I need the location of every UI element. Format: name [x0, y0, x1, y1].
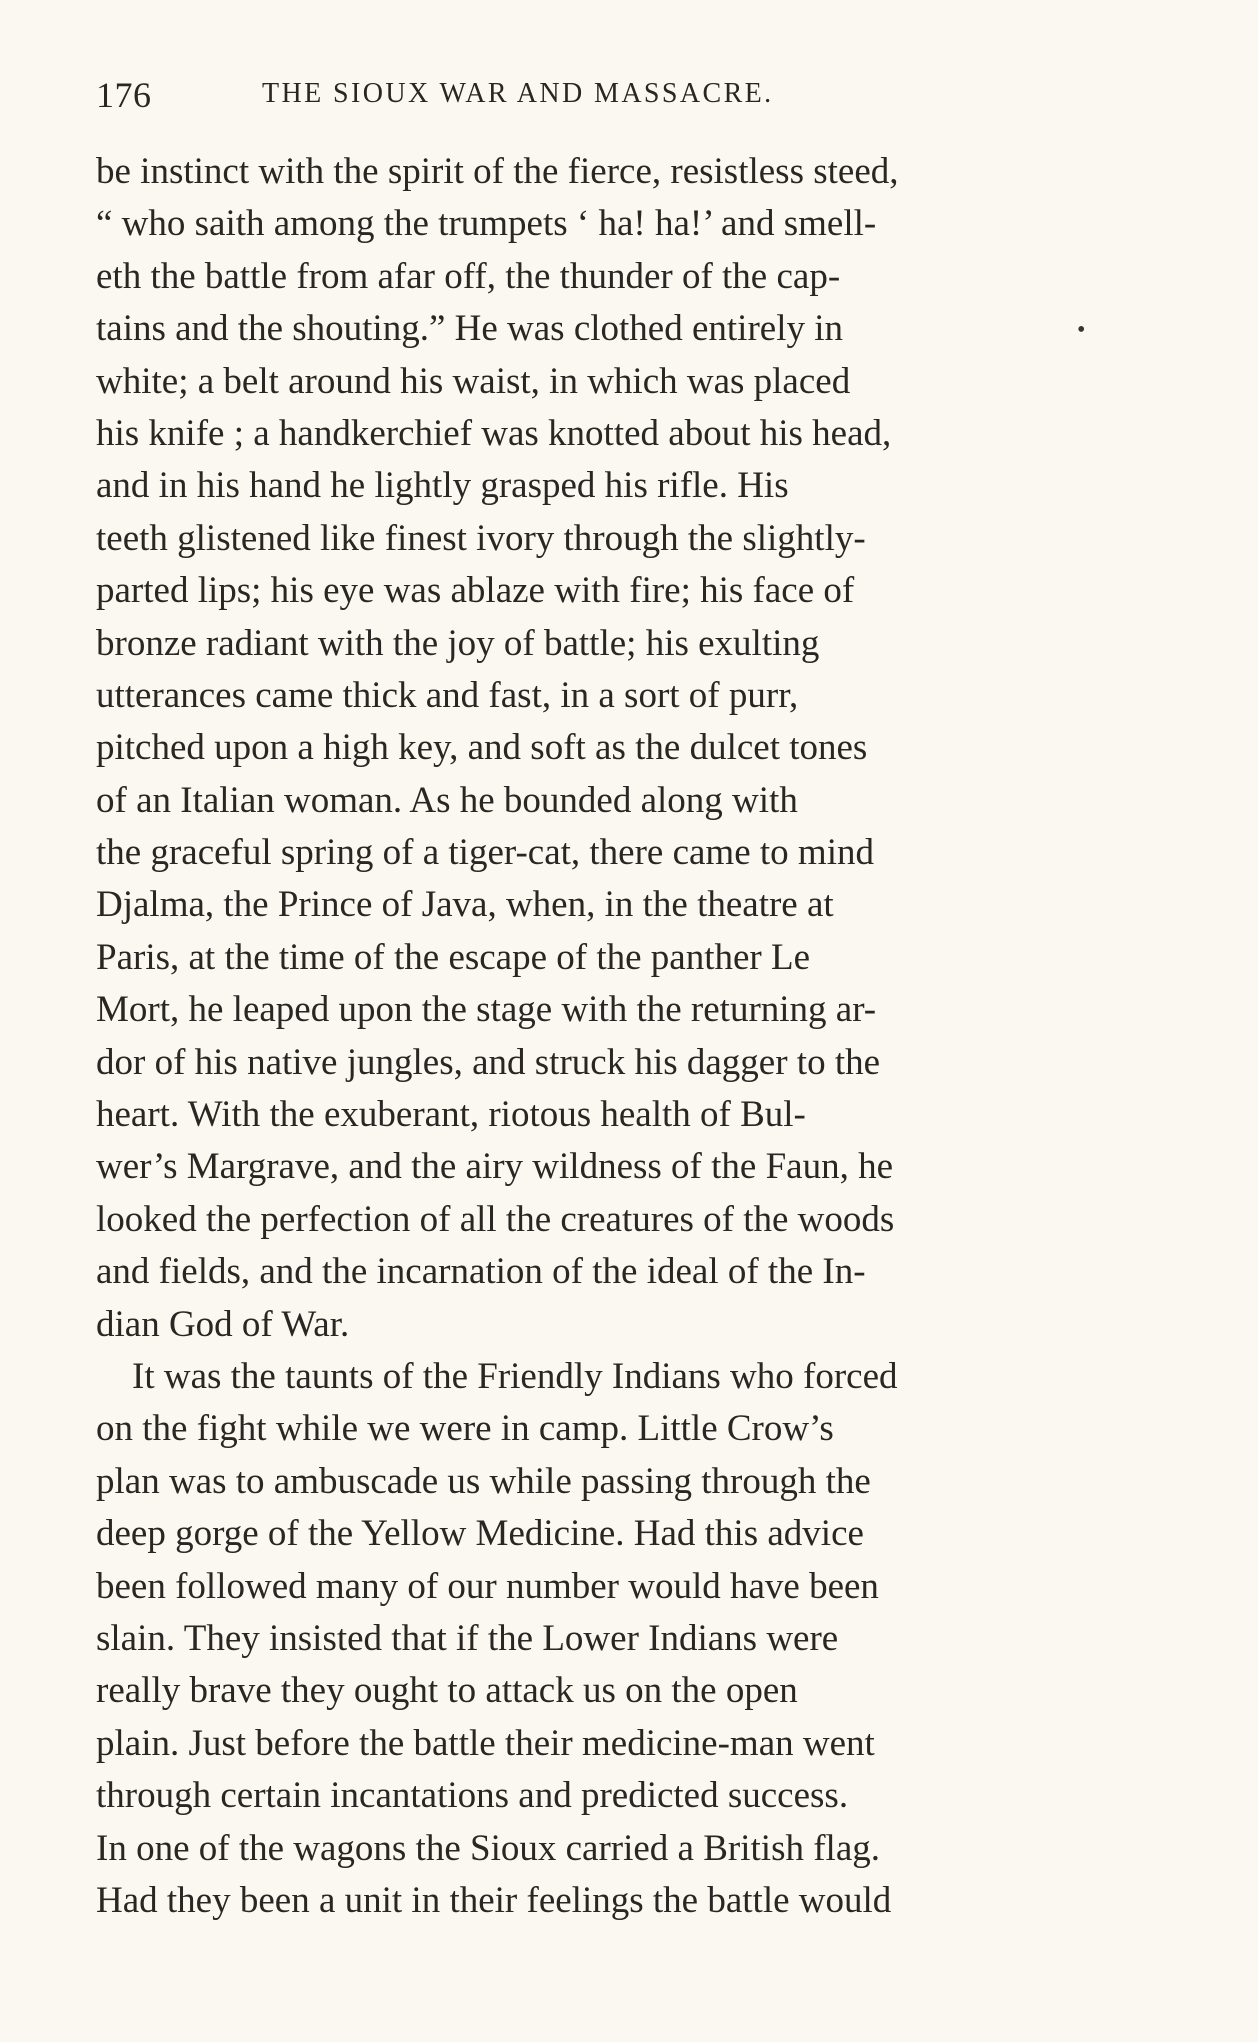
text-line: deep gorge of the Yellow Medicine. Had this advice [96, 1513, 864, 1555]
text-line: really brave they ought to attack us on the open [96, 1670, 798, 1712]
text-line: the graceful spring of a tiger-cat, there came to mind [96, 832, 874, 874]
text-line: plain. Just before the battle their medicine-man went [96, 1722, 875, 1764]
text-line: white; a belt around his waist, in which was placed [96, 360, 851, 402]
text-line: Djalma, the Prince of Java, when, in the theatre at [96, 884, 834, 926]
text-line: be instinct with the spirit of the fierce, resistless steed, [96, 151, 899, 192]
text-line: been followed many of our number would have been [96, 1565, 879, 1607]
text-line: Paris, at the time of the escape of the panther Le [96, 936, 811, 978]
text-line: dor of his native jungles, and struck his dagger to the [96, 1041, 881, 1083]
text-line: In one of the wagons the Sioux carried a British flag. [96, 1827, 880, 1869]
text-line: plan was to ambuscade us while passing through the [96, 1460, 871, 1502]
page-number: 176 [96, 75, 152, 115]
text-line: of an Italian woman. As he bounded along with [96, 779, 798, 821]
text-line: dian God of War. [96, 1303, 350, 1345]
text-line: teeth glistened like finest ivory through the slightly- [96, 517, 866, 559]
text-line: “ who saith among the trumpets ‘ ha! ha!’ and smell- [96, 203, 877, 245]
text-line: slain. They insisted that if the Lower Indians were [96, 1617, 839, 1659]
text-line: wer’s Margrave, and the airy wildness of the Faun, he [96, 1146, 893, 1188]
text-line: bronze radiant with the joy of battle; his exulting [96, 622, 820, 664]
paragraph-first-line: It was the taunts of the Friendly Indians who forced [132, 1355, 898, 1397]
text-line: looked the perfection of all the creatures of the woods [96, 1198, 895, 1240]
margin-mark: • [1077, 317, 1086, 343]
text-line: parted lips; his eye was ablaze with fire; his face of [96, 570, 855, 612]
text-line: and fields, and the incarnation of the ideal of the In- [96, 1251, 866, 1293]
text-line: Mort, he leaped upon the stage with the returning ar- [96, 989, 877, 1031]
body-text [96, 146, 1096, 1927]
text-line: through certain incantations and predicted success. [96, 1775, 849, 1817]
text-line: his knife ; a handkerchief was knotted about his head, [96, 412, 892, 454]
text-line: eth the battle from afar off, the thunder of the cap- [96, 255, 841, 297]
running-title: THE SIOUX WAR AND MASSACRE. [262, 78, 774, 109]
text-line: on the fight while we were in camp. Little Crow’s [96, 1408, 834, 1450]
running-header [96, 74, 1076, 124]
text-line: and in his hand he lightly grasped his rifle. His [96, 465, 789, 507]
text-line: Had they been a unit in their feelings the battle would [96, 1879, 892, 1921]
text-line: utterances came thick and fast, in a sort of purr, [96, 674, 799, 716]
text-line: heart. With the exuberant, riotous health of Bul- [96, 1094, 806, 1136]
text-line: pitched upon a high key, and soft as the dulcet tones [96, 727, 868, 769]
text-line: tains and the shouting.” He was clothed entirely in [96, 308, 844, 350]
